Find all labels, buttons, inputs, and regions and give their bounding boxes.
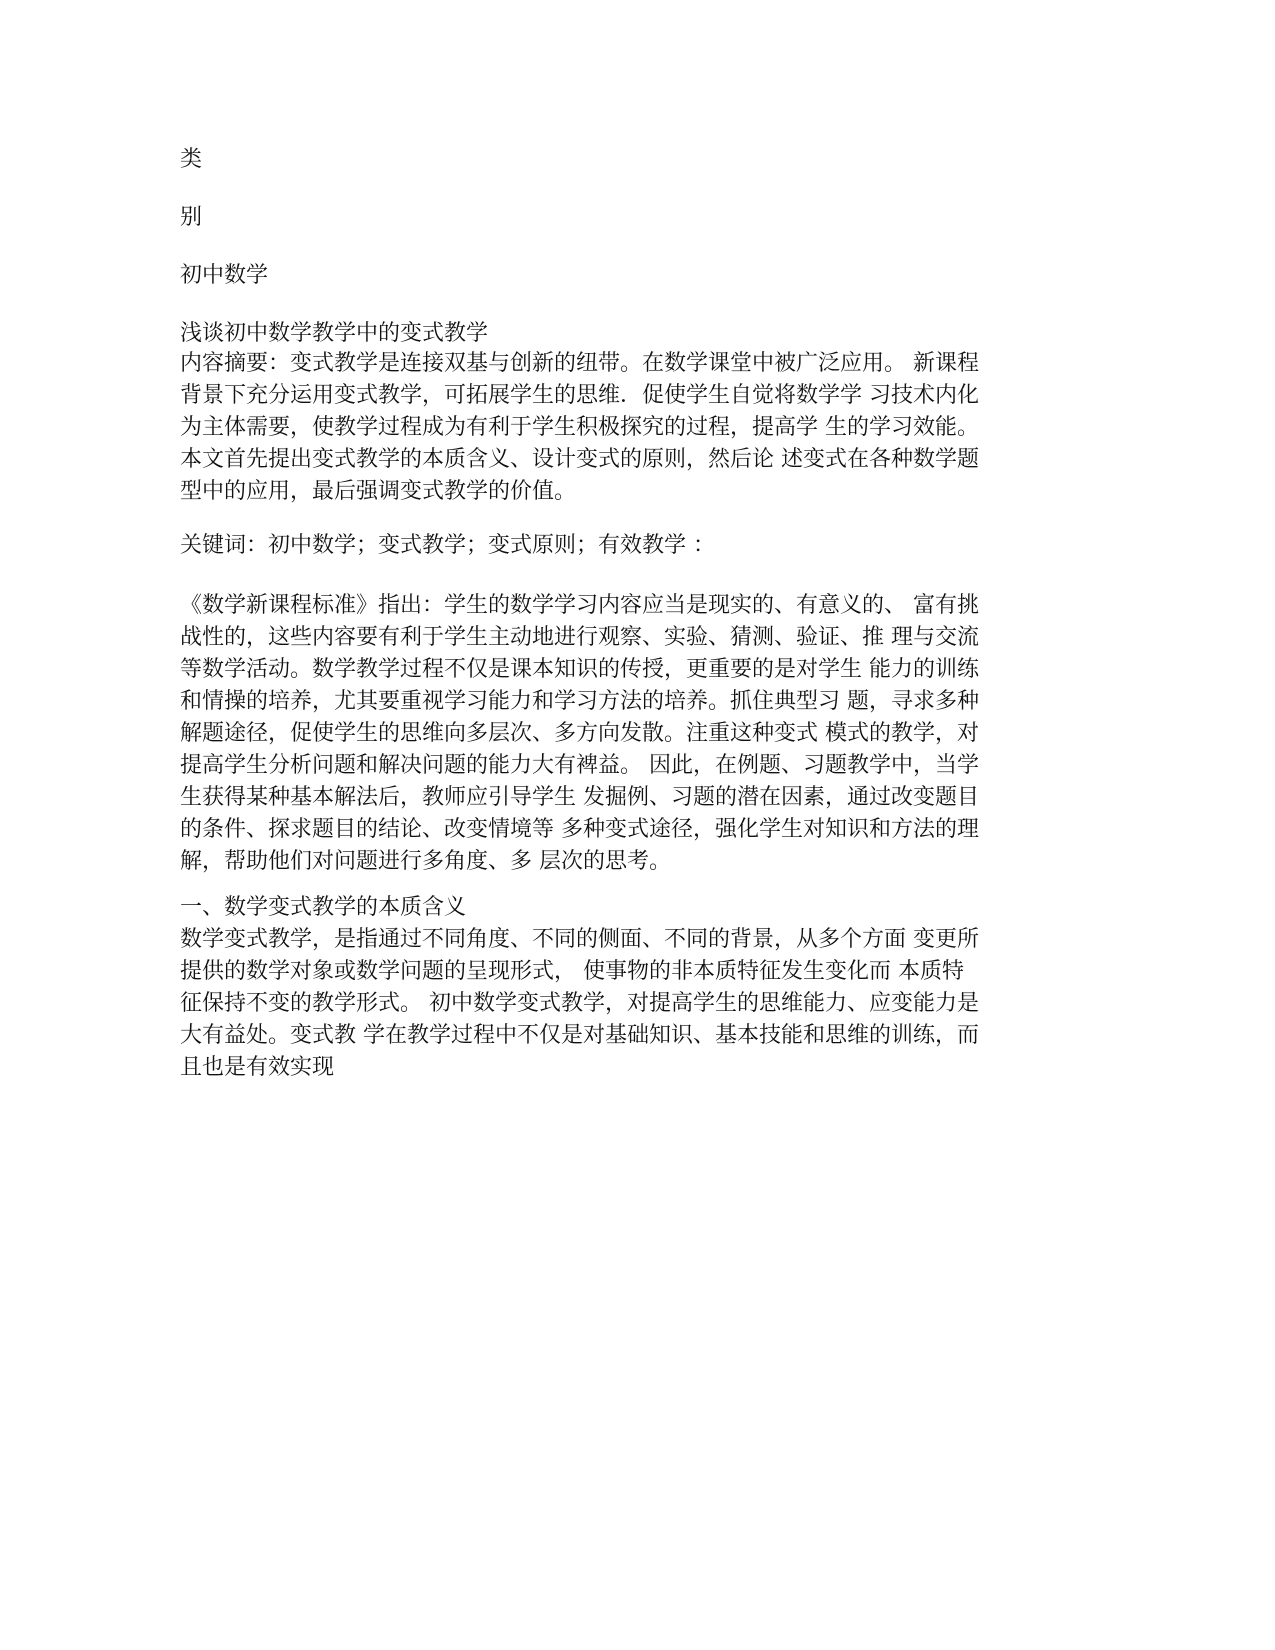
section-1-line: 数学变式教学，是指通过不同角度、不同的侧面、不同的背景，从多个方面 变更所 bbox=[180, 927, 979, 952]
category-label-bottom: 别 bbox=[180, 205, 203, 230]
intro-line: 战性的，这些内容要有利于学生主动地进行观察、实验、猜测、验证、推 理与交流 bbox=[180, 625, 979, 650]
article-title-block bbox=[180, 318, 1100, 350]
intro-paragraph bbox=[180, 590, 1100, 878]
abstract-line: 为主体需要，使教学过程成为有利于学生积极探究的过程，提高学 生的学习效能。 bbox=[180, 415, 979, 440]
section-1 bbox=[180, 892, 1100, 1084]
intro-line: 解，帮助他们对问题进行多角度、多 层次的思考。 bbox=[180, 849, 671, 874]
keywords: 关键词：初中数学；变式教学；变式原则；有效教学 ： bbox=[180, 533, 715, 558]
article-title: 浅谈初中数学教学中的变式教学 bbox=[180, 321, 489, 346]
section-1-line: 大有益处。变式教 学在教学过程中不仅是对基础知识、基本技能和思维的训练，而 bbox=[180, 1023, 979, 1048]
intro-line: 和情操的培养，尤其要重视学习能力和学习方法的培养。抓住典型习 题，寻求多种 bbox=[180, 689, 979, 714]
document-page bbox=[180, 0, 1100, 1650]
section-1-heading: 一、数学变式教学的本质含义 bbox=[180, 895, 467, 920]
section-1-line: 征保持不变的教学形式。 初中数学变式教学，对提高学生的思维能力、应变能力是 bbox=[180, 991, 979, 1016]
intro-line: 等数学活动。数学教学过程不仅是课本知识的传授，更重要的是对学生 能力的训练 bbox=[180, 657, 979, 682]
abstract-paragraph bbox=[180, 348, 1100, 508]
keywords-block bbox=[180, 530, 1100, 562]
abstract-line: 背景下充分运用变式教学，可拓展学生的思维．促使学生自觉将数学学 习技术内化 bbox=[180, 383, 979, 408]
intro-line: 《数学新课程标准》指出：学生的数学学习内容应当是现实的、有意义的、 富有挑 bbox=[180, 593, 979, 618]
abstract-line: 内容摘要：变式教学是连接双基与创新的纽带。在数学课堂中被广泛应用。 新课程 bbox=[180, 351, 979, 376]
category-value: 初中数学 bbox=[180, 263, 269, 288]
abstract-line: 型中的应用，最后强调变式教学的价值。 bbox=[180, 479, 577, 504]
intro-line: 的条件、探求题目的结论、改变情境等 多种变式途径，强化学生对知识和方法的理 bbox=[180, 817, 979, 842]
section-1-line: 且也是有效实现 bbox=[180, 1055, 335, 1080]
intro-line: 生获得某种基本解法后，教师应引导学生 发掘例、习题的潜在因素，通过改变题目 bbox=[180, 785, 979, 810]
abstract-line: 本文首先提出变式教学的本质含义、设计变式的原则，然后论 述变式在各种数学题 bbox=[180, 447, 979, 472]
category-label-top: 类 bbox=[180, 147, 203, 172]
section-1-line: 提供的数学对象或数学问题的呈现形式， 使事物的非本质特征发生变化而 本质特 bbox=[180, 959, 964, 984]
intro-line: 提高学生分析问题和解决问题的能力大有裨益。 因此，在例题、习题教学中，当学 bbox=[180, 753, 979, 778]
intro-line: 解题途径，促使学生的思维向多层次、多方向发散。注重这种变式 模式的教学，对 bbox=[180, 721, 979, 746]
